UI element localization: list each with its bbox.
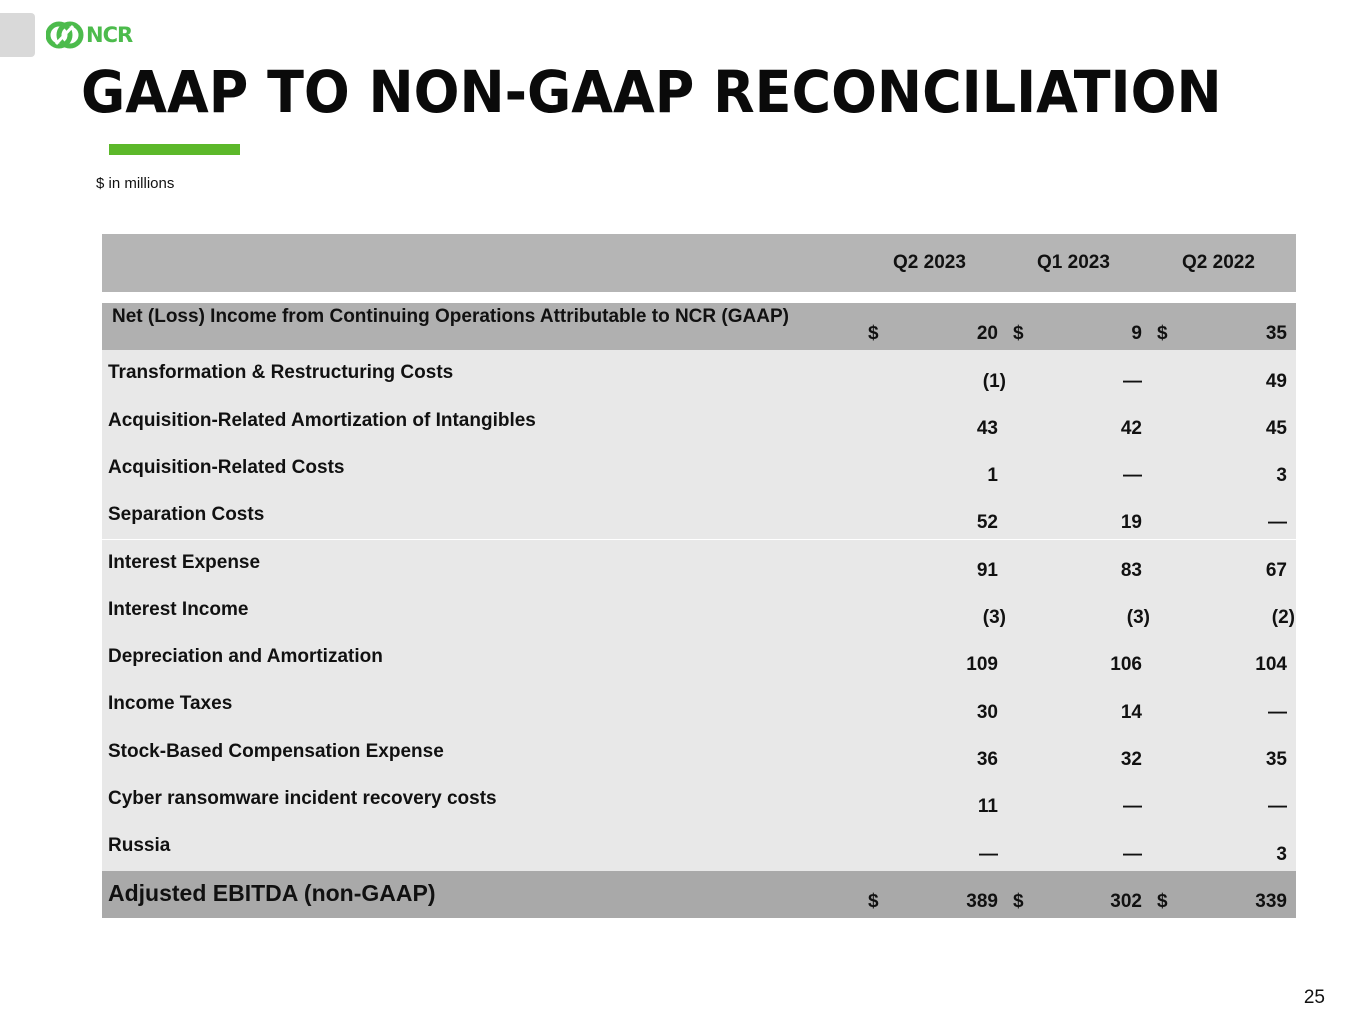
column-header: Q2 2023 — [893, 252, 966, 273]
row-value: 19 — [1120, 512, 1142, 534]
table-header — [102, 234, 1296, 292]
row-value: 83 — [1120, 559, 1142, 581]
reconciliation-table — [102, 303, 1296, 917]
table-row — [102, 398, 1296, 445]
dollar-sign: $ — [868, 890, 879, 912]
row-label: Income Taxes — [108, 693, 233, 715]
row-value: 32 — [1120, 748, 1142, 770]
row-value: 30 — [976, 701, 998, 723]
row-label: Separation Costs — [108, 504, 265, 526]
page-title: GAAP TO NON-GAAP RECONCILIATION — [81, 58, 1222, 126]
row-label: Interest Expense — [108, 551, 261, 573]
row-label: Net (Loss) Income from Continuing Operations Attributable to NCR (GAAP) — [112, 306, 789, 327]
table-row — [102, 303, 1296, 350]
row-label: Cyber ransomware incident recovery costs — [108, 788, 497, 809]
row-value: 339 — [1255, 890, 1287, 912]
ncr-logo — [46, 18, 132, 52]
dollar-sign: $ — [1157, 323, 1168, 345]
row-value: (2) — [1271, 607, 1295, 629]
row-value: (3) — [1126, 607, 1150, 629]
side-tab — [0, 13, 35, 57]
table-row — [102, 681, 1296, 728]
row-value: — — [1123, 370, 1142, 392]
row-value: 109 — [966, 654, 998, 676]
row-value: (1) — [982, 370, 1006, 392]
row-value: 36 — [976, 748, 998, 770]
row-value: 14 — [1120, 701, 1142, 723]
table-row — [102, 634, 1296, 681]
row-value: 67 — [1265, 559, 1287, 581]
row-value: 52 — [976, 512, 998, 534]
row-value: — — [1123, 796, 1142, 818]
row-label: Transformation & Restructuring Costs — [108, 362, 454, 384]
table-row — [102, 540, 1296, 587]
table-row — [102, 729, 1296, 776]
row-value: 3 — [1276, 843, 1287, 865]
row-value: — — [1123, 843, 1142, 865]
dollar-sign: $ — [868, 323, 879, 345]
table-row — [102, 587, 1296, 634]
row-value: 106 — [1110, 654, 1142, 676]
row-value: — — [1268, 796, 1287, 818]
table-row — [102, 492, 1296, 539]
row-value: 35 — [1265, 748, 1287, 770]
table-row — [102, 350, 1296, 397]
row-value: 45 — [1265, 417, 1287, 439]
row-value: 3 — [1276, 465, 1287, 487]
row-value: (3) — [982, 607, 1006, 629]
logo-text: NCR — [86, 23, 133, 47]
row-value: 9 — [1131, 323, 1142, 345]
row-value: 91 — [976, 559, 998, 581]
accent-bar — [109, 144, 240, 155]
page-number: 25 — [1303, 987, 1325, 1008]
table-row — [102, 776, 1296, 823]
row-label: Interest Income — [108, 598, 249, 620]
column-header: Q2 2022 — [1182, 252, 1255, 273]
row-value: 389 — [966, 890, 998, 912]
row-value: — — [1268, 701, 1287, 723]
row-value: 11 — [977, 796, 998, 818]
row-value: 20 — [976, 323, 998, 345]
row-label: Stock-Based Compensation Expense — [108, 740, 444, 762]
row-value: — — [1123, 465, 1142, 487]
table-row — [102, 445, 1296, 492]
row-value: 302 — [1110, 890, 1142, 912]
row-value: 1 — [987, 465, 998, 487]
row-value: 42 — [1120, 417, 1142, 439]
row-label: Acquisition-Related Costs — [108, 456, 345, 478]
row-value: — — [1268, 512, 1287, 534]
row-value: 43 — [976, 417, 998, 439]
row-label: Russia — [108, 835, 171, 857]
dollar-sign: $ — [1013, 890, 1024, 912]
units-note: $ in millions — [96, 175, 175, 192]
ncr-logo-icon — [46, 18, 84, 52]
dollar-sign: $ — [1013, 323, 1024, 345]
row-value: 49 — [1265, 370, 1287, 392]
table-row — [102, 823, 1296, 870]
dollar-sign: $ — [1157, 890, 1168, 912]
row-label: Acquisition-Related Amortization of Intangibles — [108, 409, 536, 431]
table-row — [102, 871, 1296, 918]
column-header: Q1 2023 — [1037, 252, 1110, 273]
row-value: — — [979, 843, 998, 865]
row-label: Adjusted EBITDA (non-GAAP) — [108, 879, 436, 906]
row-value: 104 — [1255, 654, 1287, 676]
row-value: 35 — [1265, 323, 1287, 345]
row-label: Depreciation and Amortization — [108, 646, 383, 668]
